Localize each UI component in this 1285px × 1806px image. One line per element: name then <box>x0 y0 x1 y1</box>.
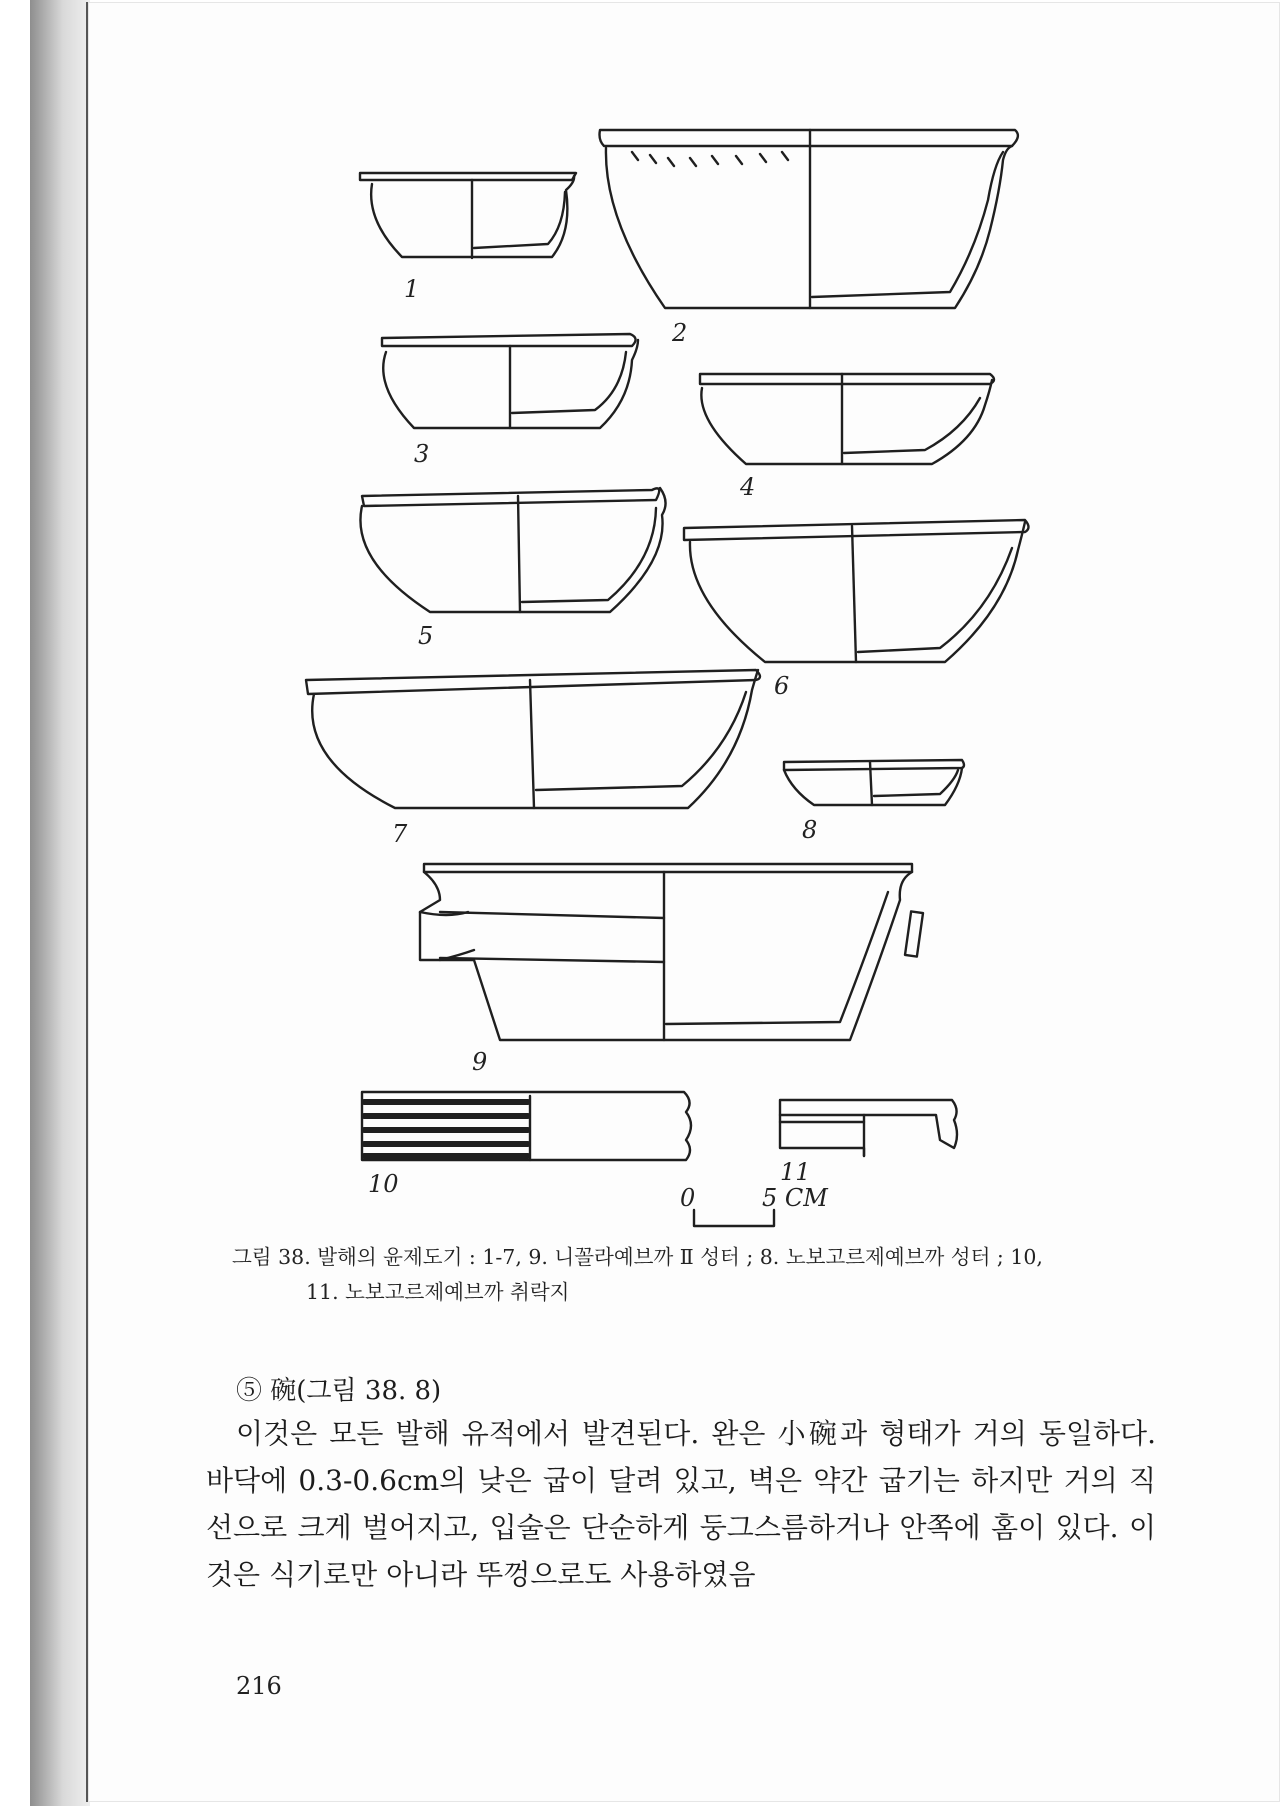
vessel-number-5: 5 <box>418 622 434 650</box>
vessel-number-4: 4 <box>740 473 756 501</box>
vessel-3-drawing <box>382 334 638 428</box>
fragment-10-drawing <box>362 1092 691 1160</box>
vessel-number-1: 1 <box>404 275 420 303</box>
caption-line-2: 11. 노보고르제예브까 취락지 <box>306 1280 570 1304</box>
body-text <box>206 1410 1156 1598</box>
vessel-number-11: 11 <box>780 1158 811 1186</box>
vessel-9-drawing <box>420 864 923 1040</box>
scale-bar <box>694 1210 774 1226</box>
incised-lines <box>364 1102 528 1156</box>
caption-line-1: 그림 38. 발해의 윤제도기 : 1-7, 9. 니꼴라예브까 Ⅱ 성터 ; 8. 노보고르제예브까 성터 ; 10, <box>232 1245 1043 1269</box>
vessel-1-drawing <box>360 173 576 258</box>
vessel-number-3: 3 <box>414 440 430 468</box>
vessel-number-9: 9 <box>472 1048 488 1076</box>
vessel-7-drawing <box>306 670 760 808</box>
body-paragraph: 이것은 모든 발해 유적에서 발견된다. 완은 小碗과 형태가 거의 동일하다. 바닥에 0.3-0.6cm의 낮은 굽이 달려 있고, 벽은 약간 굽기는 하지만 거의 직선으로 크게 벌어지고, 입술은 단순하게 둥그스름하거나 안쪽에 홈이 있다. 이것은 식기로만 아니라 뚜껑으로도 사용하였음 <box>206 1417 1156 1591</box>
scale-end-label: 5 CM <box>762 1184 828 1212</box>
vessel-5-drawing <box>360 488 665 612</box>
page-number: 216 <box>236 1672 282 1700</box>
vessel-6-drawing <box>684 520 1029 662</box>
vessel-number-10: 10 <box>368 1170 399 1198</box>
vessel-number-6: 6 <box>774 672 790 700</box>
figure-caption <box>232 1240 1172 1310</box>
fragment-11-drawing <box>780 1100 957 1156</box>
vessel-number-8: 8 <box>802 816 818 844</box>
section-heading: ⑤ 碗(그림 38. 8) <box>236 1376 442 1406</box>
vessel-2-drawing <box>600 130 1018 308</box>
vessel-number-2: 2 <box>672 319 688 347</box>
rim-decoration <box>632 152 788 166</box>
scale-start-label: 0 <box>680 1184 696 1212</box>
vessel-8-drawing <box>784 760 964 805</box>
vessel-number-7: 7 <box>392 820 408 848</box>
vessel-4-drawing <box>700 374 994 464</box>
